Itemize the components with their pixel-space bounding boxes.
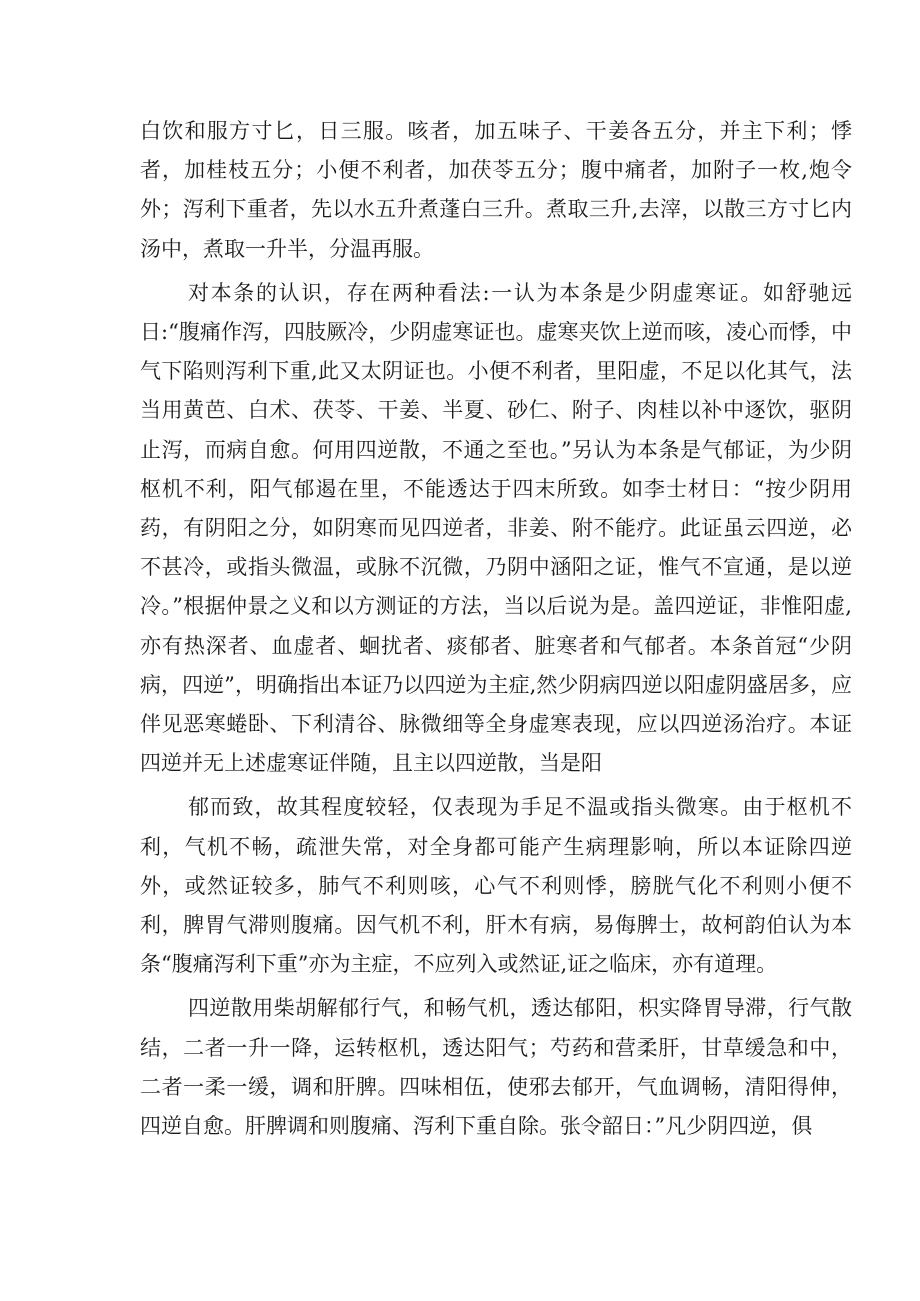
paragraph-3: 郁而致，故其程度较轻，仅表现为手足不温或指头微寒。由于枢机不利，气机不畅，疏泄失常，对全身都可能产生病理影响，所以本证除四逆外，或然证较多，肺气不利则咳，心气不利则悸，膀胱气化不利则小便不利，脾胃气滞则腹痛。因气机不利，肝木有病，易侮脾士，故柯韵伯认为本条“腹痛泻利下重”亦为主症，不应列入或然证,证之临床，亦有道理。 (140, 795, 852, 977)
paragraph-1: 白饮和服方寸匕，日三服。咳者，加五味子、干姜各五分，并主下利；悸者，加桂枝五分；小便不利者，加茯苓五分；腹中痛者，加附子一枚,炮令外；泻利下重者，先以水五升煮蓬白三升。煮取三升,去滓，以散三方寸匕内汤中，煮取一升半，分温再服。 (140, 119, 852, 261)
document-page (140, 112, 852, 1151)
paragraph-2: 对本条的认识，存在两种看法:一认为本条是少阴虚寒证。如舒驰远日:“腹痛作泻，四肢厥冷，少阴虚寒证也。虚寒夹饮上逆而咳，凌心而悸，中气下陷则泻利下重,此又太阴证也。小便不利者，里阳虚，不足以化其气，法当用黄芭、白术、茯苓、干姜、半夏、砂仁、附子、肉桂以补中逐饮，驱阴止泻，而病自愈。何用四逆散，不通之至也。”另认为本条是气郁证，为少阴枢机不利，阳气郁遏在里，不能透达于四末所致。如李士材日：“按少阴用药，有阴阳之分，如阴寒而见四逆者，非姜、附不能疗。此证虽云四逆，必不甚冷，或指头微温，或脉不沉微，乃阴中涵阳之证，惟气不宣通，是以逆冷。”根据仲景之义和以方测证的方法，当以后说为是。盖四逆证，非惟阳虚,亦有热深者、血虚者、蛔扰者、痰郁者、脏寒者和气郁者。本条首冠“少阴病，四逆”，明确指出本证乃以四逆为主症,然少阴病四逆以阳虚阴盛居多，应伴见恶寒蜷卧、下利清谷、脉微细等全身虚寒表现，应以四逆汤治疗。本证四逆并无上述虚寒证伴随，且主以四逆散，当是阳 (140, 280, 852, 776)
paragraph-4: 四逆散用柴胡解郁行气，和畅气机，透达郁阳，枳实降胃导滞，行气散结，二者一升一降，运转枢机，透达阳气；芍药和营柔肝，甘草缓急和中，二者一柔一缓，调和肝脾。四味相伍，使邪去郁开，气血调畅，清阳得伸，四逆自愈。肝脾调和则腹痛、泻利下重自除。张令韶日：”凡少阴四逆，俱 (140, 996, 852, 1139)
